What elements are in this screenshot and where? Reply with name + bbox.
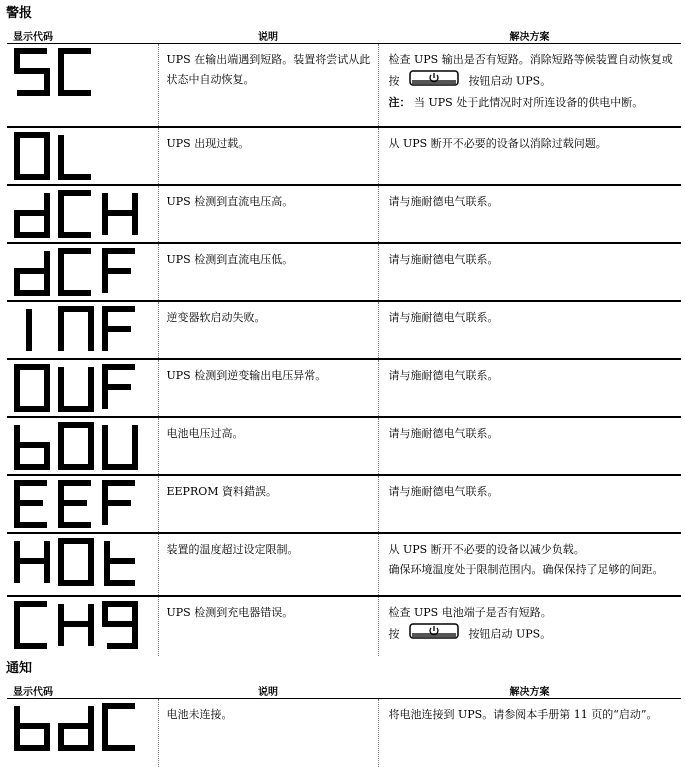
alarm-row <box>7 243 681 301</box>
seven-segment-display <box>11 362 151 416</box>
solution-text: 检查 UPS 电池端子是否有短路。 <box>388 605 552 619</box>
solution-text: 从 UPS 断开不必要的设备以减少负载。 <box>388 542 585 556</box>
seven-segment-display <box>11 701 151 755</box>
header-code: 显示代码 <box>7 683 158 699</box>
power-button-icon <box>409 70 459 93</box>
alarm-description: UPS 在输出端遇到短路。装置将尝试从此状态中自动恢复。 <box>158 44 378 127</box>
seven-segment-display <box>11 188 151 242</box>
notice-row <box>7 699 681 767</box>
notice-description: 电池未连接。 <box>158 699 378 767</box>
alarm-description: UPS 检测到逆变输出电压异常。 <box>158 359 378 417</box>
seven-segment-display <box>11 304 151 358</box>
power-button-icon <box>409 623 459 646</box>
display-code-cell <box>7 185 158 243</box>
display-code-cell <box>7 417 158 475</box>
display-code-cell <box>7 699 158 767</box>
notice-section-title: 通知 <box>6 661 33 676</box>
alarm-table <box>7 28 681 656</box>
alarm-description: UPS 检测到直流电压高。 <box>158 185 378 243</box>
seven-segment-display <box>11 246 151 300</box>
alarm-description: 装置的温度超过设定限制。 <box>158 533 378 596</box>
alarm-description: UPS 检测到充电器错误。 <box>158 596 378 656</box>
header-code: 显示代码 <box>7 28 158 44</box>
alarm-section-title: 警报 <box>6 6 33 21</box>
display-code-cell <box>7 44 158 127</box>
solution-text: 按钮启动 UPS。 <box>468 627 552 640</box>
alarm-row <box>7 417 681 475</box>
seven-segment-display <box>11 599 151 653</box>
alarm-solution: 请与施耐德电气联系。 <box>378 185 681 243</box>
seven-segment-display <box>11 420 151 474</box>
display-code-cell <box>7 475 158 533</box>
alarm-solution: 请与施耐德电气联系。 <box>378 359 681 417</box>
solution-text: 确保环境温度处于限制范围内。确保保持了足够的间距。 <box>388 562 664 576</box>
solution-text: 检查 UPS 输出是否有短路。消除短路等候装置自动恢复或按 <box>388 53 673 88</box>
alarm-row <box>7 301 681 359</box>
note-text: 当 UPS 处于此情况时对所连设备的供电中断。 <box>414 96 644 109</box>
display-code-cell <box>7 359 158 417</box>
alarm-solution <box>378 44 681 127</box>
alarm-solution: 请与施耐德电气联系。 <box>378 475 681 533</box>
alarm-row <box>7 475 681 533</box>
alarm-solution: 请与施耐德电气联系。 <box>378 417 681 475</box>
seven-segment-display <box>11 536 151 590</box>
header-description: 说明 <box>158 28 378 44</box>
display-code-cell <box>7 533 158 596</box>
alarm-solution: 请与施耐德电气联系。 <box>378 243 681 301</box>
alarm-row <box>7 596 681 656</box>
solution-text: 按 <box>388 627 400 640</box>
alarm-solution <box>378 596 681 656</box>
alarm-description: UPS 出现过载。 <box>158 127 378 185</box>
seven-segment-display <box>11 130 151 184</box>
alarm-row <box>7 44 681 127</box>
seven-segment-display <box>11 46 151 100</box>
header-description: 说明 <box>158 683 378 699</box>
alarm-row <box>7 185 681 243</box>
notice-table <box>7 683 681 767</box>
notice-solution: 将电池连接到 UPS。请参阅本手册第 11 页的“启动”。 <box>378 699 681 767</box>
display-code-cell <box>7 596 158 656</box>
display-code-cell <box>7 127 158 185</box>
alarm-solution <box>378 533 681 596</box>
alarm-description: 电池电压过高。 <box>158 417 378 475</box>
alarm-row <box>7 127 681 185</box>
alarm-description: UPS 检测到直流电压低。 <box>158 243 378 301</box>
alarm-solution: 从 UPS 断开不必要的设备以消除过载问题。 <box>378 127 681 185</box>
alarm-row <box>7 533 681 596</box>
alarm-solution: 请与施耐德电气联系。 <box>378 301 681 359</box>
alarm-description: 逆变器软启动失败。 <box>158 301 378 359</box>
alarm-description: EEPROM 資料錯誤。 <box>158 475 378 533</box>
note-label: 注： <box>388 96 411 109</box>
alarm-row <box>7 359 681 417</box>
display-code-cell <box>7 243 158 301</box>
seven-segment-display <box>11 478 151 532</box>
solution-text: 按钮启动 UPS。 <box>468 74 552 88</box>
display-code-cell <box>7 301 158 359</box>
header-solution: 解决方案 <box>378 28 681 44</box>
header-solution: 解决方案 <box>378 683 681 699</box>
